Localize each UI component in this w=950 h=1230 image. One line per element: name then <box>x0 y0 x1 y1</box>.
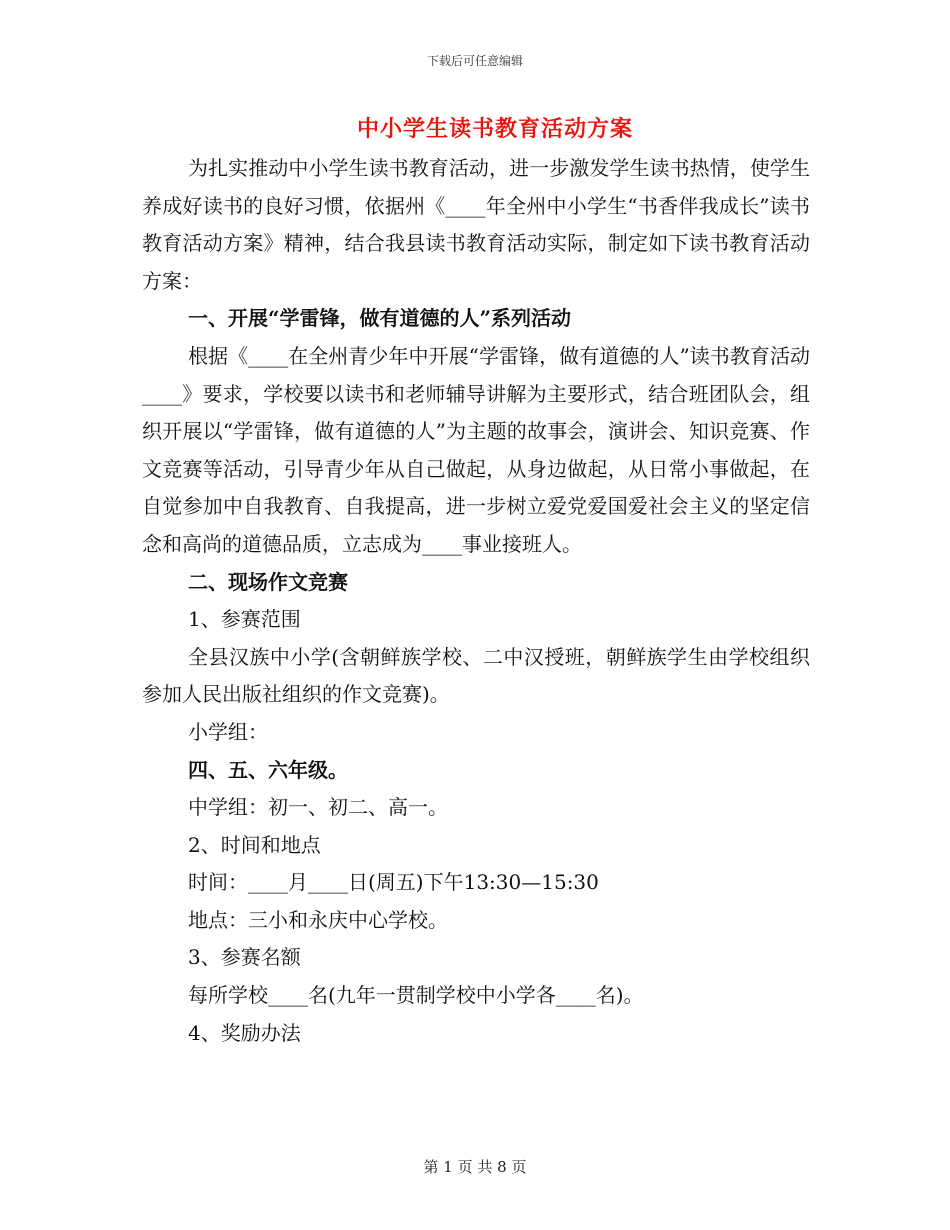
time-line: 时间：____月____日(周五)下午13:30—15:30 <box>188 870 599 895</box>
quota-line: 每所学校____名(九年一贯制学校中小学各____名)。 <box>188 983 644 1008</box>
primary-group-grades: 四、五、六年级。 <box>188 757 348 782</box>
header-note: 下载后可任意编辑 <box>426 54 523 68</box>
subheading-quota: 3、参赛名额 <box>188 945 301 970</box>
section-1-paragraph: 根据《____在全州青少年中开展“学雷锋，做有道德的人”读书教育活动____》要求，学校要以读书和老师辅导讲解为主要形式，结合班团队会，组织开展以“学雷锋，做有道德的人”为主题的故事会，演讲会、知识竞赛、作文竞赛等活动，引导青少年从自己做起，从身边做起，从日常小事做起，在自觉参加中自我教育、自我提高，进一步树立爱党爱国爱社会主义的坚定信念和高尚的道德品质，立志成为____事业接班人。 <box>142 343 810 556</box>
scope-paragraph: 全县汉族中小学(含朝鲜族学校、二中汉授班，朝鲜族学生由学校组织参加人民出版社组织的作文竞赛)。 <box>142 644 810 707</box>
subheading-awards: 4、奖励办法 <box>188 1020 301 1045</box>
document-body <box>142 150 810 1052</box>
intro-paragraph: 为扎实推动中小学生读书教育活动，进一步激发学生读书热情，使学生养成好读书的良好习惯，依据州《____年全州中小学生“书香伴我成长”读书教育活动方案》精神，结合我县读书教育活动实际，制定如下读书教育活动方案： <box>142 156 810 293</box>
section-heading-1: 一、开展“学雷锋，做有道德的人”系列活动 <box>188 306 572 331</box>
document-title: 中小学生读书教育活动方案 <box>356 116 633 142</box>
place-line: 地点：三小和永庆中心学校。 <box>188 907 448 932</box>
subheading-scope: 1、参赛范围 <box>188 607 301 632</box>
middle-group-line: 中学组：初一、初二、高一。 <box>188 795 448 820</box>
subheading-time-place: 2、时间和地点 <box>188 832 321 857</box>
page-footer: 第 1 页 共 8 页 <box>423 1158 527 1176</box>
section-heading-2: 二、现场作文竞赛 <box>188 569 348 594</box>
primary-group-label: 小学组： <box>188 719 268 744</box>
